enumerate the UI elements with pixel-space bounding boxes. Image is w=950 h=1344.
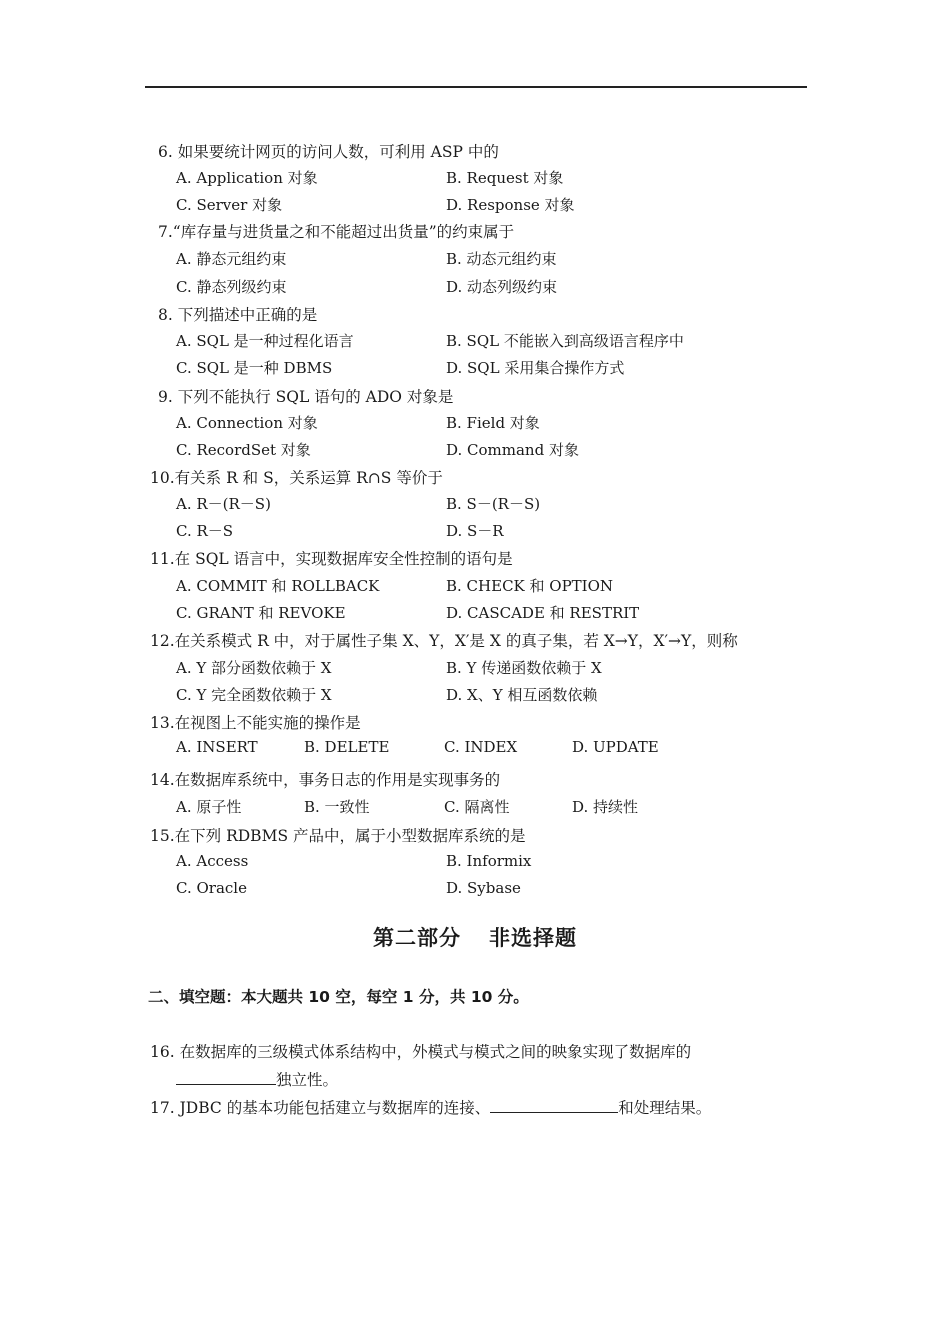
q6-option-d: D. Response 对象 [446, 196, 575, 214]
header-rule [145, 86, 807, 88]
q10-option-c: C. R－S [176, 522, 234, 540]
section-name: 非选择题 [489, 926, 577, 950]
question-9: 9. 下列不能执行 SQL 语句的 ADO 对象是 [158, 388, 454, 406]
q9-option-b: B. Field 对象 [446, 414, 540, 432]
q9-option-c: C. RecordSet 对象 [176, 441, 311, 459]
question-17: 17. JDBC 的基本功能包括建立与数据库的连接、 和处理结果。 [150, 1099, 712, 1117]
q11-option-d: D. CASCADE 和 RESTRIT [446, 604, 640, 622]
question-7: 7.“库存量与进货量之和不能超过出货量”的约束属于 [158, 223, 515, 241]
q14-option-c: C. 隔离性 [444, 798, 510, 816]
q16-answer-blank[interactable] [176, 1070, 276, 1085]
question-12: 12.在关系模式 R 中，对于属性子集 X、Y，X′是 X 的真子集，若 X→Y，X′→Y，则称 [150, 632, 738, 650]
section-part: 第二部分 [373, 926, 461, 950]
question-13: 13.在视图上不能实施的操作是 [150, 714, 361, 732]
q7-option-b: B. 动态元组约束 [446, 250, 557, 268]
q11-option-a: A. COMMIT 和 ROLLBACK [176, 577, 380, 595]
q10-option-a: A. R－(R－S) [176, 495, 271, 513]
q8-option-d: D. SQL 采用集合操作方式 [446, 359, 625, 377]
q10-option-d: D. S－R [446, 522, 504, 540]
question-16-cont: 独立性。 [176, 1068, 338, 1090]
q15-option-c: C. Oracle [176, 879, 247, 897]
q12-option-b: B. Y 传递函数依赖于 X [446, 659, 602, 677]
q14-option-b: B. 一致性 [304, 798, 370, 816]
q13-option-d: D. UPDATE [572, 738, 659, 756]
q12-option-d: D. X、Y 相互函数依赖 [446, 686, 598, 704]
q6-option-a: A. Application 对象 [176, 169, 318, 187]
q8-option-a: A. SQL 是一种过程化语言 [176, 332, 354, 350]
question-14: 14.在数据库系统中，事务日志的作用是实现事务的 [150, 771, 501, 789]
q9-option-a: A. Connection 对象 [176, 414, 318, 432]
q17-answer-blank[interactable] [490, 1098, 618, 1113]
q9-option-d: D. Command 对象 [446, 441, 579, 459]
section-title [0, 922, 950, 952]
q8-option-c: C. SQL 是一种 DBMS [176, 359, 333, 377]
q13-option-a: A. INSERT [176, 738, 258, 756]
q6-option-b: B. Request 对象 [446, 169, 564, 187]
question-6: 6. 如果要统计网页的访问人数，可利用 ASP 中的 [158, 143, 499, 161]
q13-option-c: C. INDEX [444, 738, 518, 756]
q11-option-b: B. CHECK 和 OPTION [446, 577, 614, 595]
q8-option-b: B. SQL 不能嵌入到高级语言程序中 [446, 332, 684, 350]
q7-option-d: D. 动态列级约束 [446, 278, 558, 296]
q12-option-c: C. Y 完全函数依赖于 X [176, 686, 332, 704]
question-16: 16. 在数据库的三级模式体系结构中，外模式与模式之间的映象实现了数据库的 [150, 1043, 692, 1061]
q14-option-a: A. 原子性 [176, 798, 242, 816]
q14-option-d: D. 持续性 [572, 798, 639, 816]
q7-option-a: A. 静态元组约束 [176, 250, 287, 268]
q6-option-c: C. Server 对象 [176, 196, 283, 214]
q15-option-b: B. Informix [446, 852, 532, 870]
q7-option-c: C. 静态列级约束 [176, 278, 287, 296]
q10-option-b: B. S－(R－S) [446, 495, 541, 513]
q12-option-a: A. Y 部分函数依赖于 X [176, 659, 332, 677]
q15-option-d: D. Sybase [446, 879, 521, 897]
question-8: 8. 下列描述中正确的是 [158, 306, 318, 324]
q15-option-a: A. Access [176, 852, 249, 870]
question-15: 15.在下列 RDBMS 产品中，属于小型数据库系统的是 [150, 827, 526, 845]
fill-in-heading: 二、填空题：本大题共 10 空，每空 1 分，共 10 分。 [148, 988, 529, 1006]
question-10: 10.有关系 R 和 S，关系运算 R∩S 等价于 [150, 469, 443, 487]
q11-option-c: C. GRANT 和 REVOKE [176, 604, 346, 622]
q13-option-b: B. DELETE [304, 738, 390, 756]
question-11: 11.在 SQL 语言中，实现数据库安全性控制的语句是 [150, 550, 513, 568]
